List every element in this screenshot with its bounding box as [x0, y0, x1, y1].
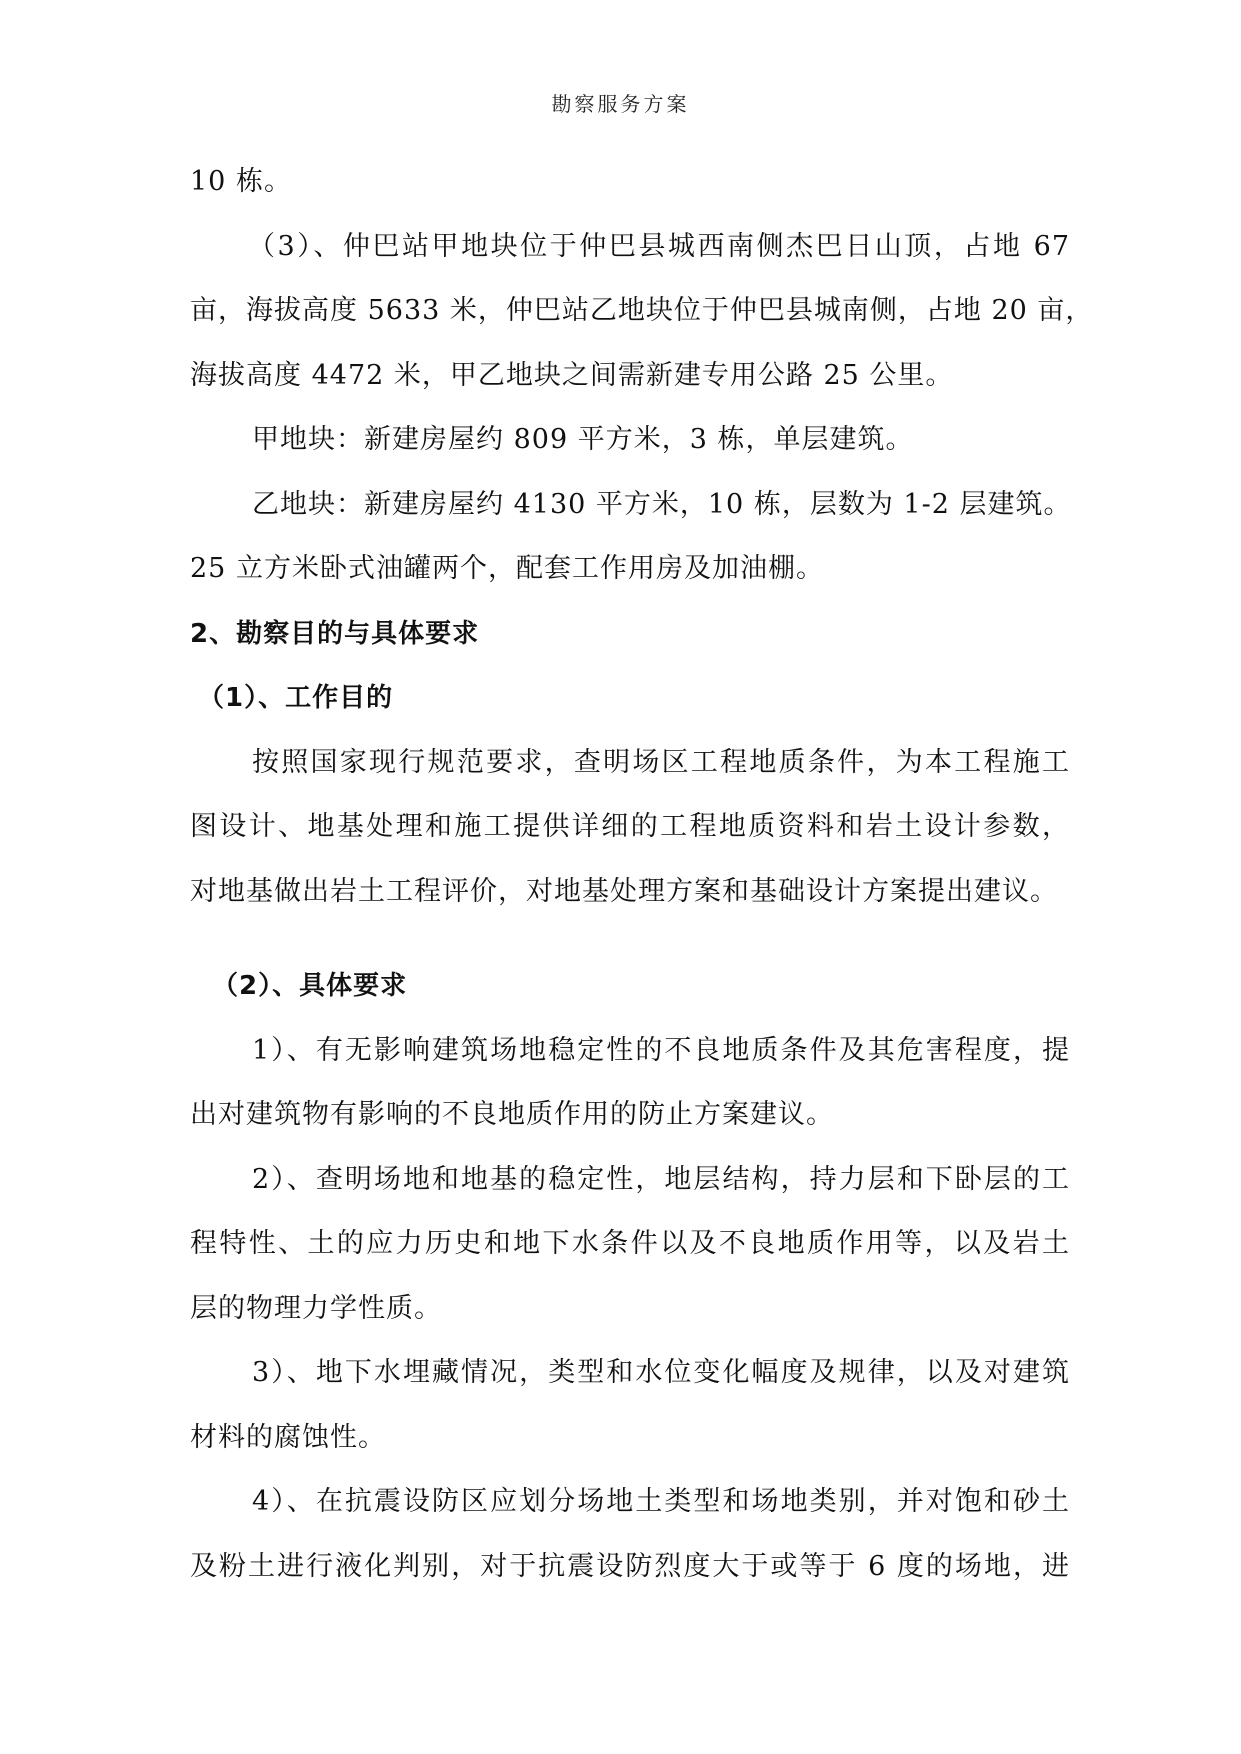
text-span: 海拔高度 4472 米，甲乙地块之间需新建专用公路 25 公里。	[190, 359, 954, 391]
text-line: 按照国家现行规范要求，查明场区工程地质条件，为本工程施工	[252, 746, 1070, 778]
text-line: 及粉土进行液化判别，对于抗震设防烈度大于或等于 6 度的场地，进	[190, 1550, 1070, 1582]
section-heading: 2、勘察目的与具体要求	[190, 618, 480, 649]
text-line: 对地基做出岩土工程评价，对地基处理方案和基础设计方案提出建议。	[190, 875, 1058, 907]
text-line: 出对建筑物有影响的不良地质作用的防止方案建议。	[190, 1099, 834, 1130]
document-body	[190, 150, 1094, 1599]
text-line: 层的物理力学性质。	[190, 1292, 442, 1324]
text-line: 乙地块：新建房屋约 4130 平方米，10 栋，层数为 1-2 层建筑。	[252, 488, 1072, 520]
paragraph-spacer	[190, 924, 1070, 954]
page-header: 勘察服务方案	[551, 92, 690, 116]
text-line: 3）、地下水埋藏情况，类型和水位变化幅度及规律，以及对建筑	[252, 1357, 1070, 1388]
text-line: 亩，海拔高度 5633 米，仲巴站乙地块位于仲巴县城南侧，占地 20 亩，	[190, 295, 1094, 326]
text-line: 25 立方米卧式油罐两个，配套工作用房及加油棚。	[190, 553, 824, 584]
text-line: 1）、有无影响建筑场地稳定性的不良地质条件及其危害程度，提	[252, 1034, 1070, 1066]
text-line	[190, 344, 1070, 409]
subsection-heading: （2）、具体要求	[212, 971, 408, 1001]
text-line: 程特性、土的应力历史和地下水条件以及不良地质作用等，以及岩土	[190, 1228, 1070, 1259]
text-line: 10 栋。	[190, 166, 292, 197]
subsection-heading: （1）、工作目的	[198, 683, 394, 713]
text-line: 材料的腐蚀性。	[190, 1421, 386, 1453]
text-line: 2）、查明场地和地基的稳定性，地层结构，持力层和下卧层的工	[252, 1163, 1070, 1195]
text-line: 甲地块：新建房屋约 809 平方米，3 栋，单层建筑。	[252, 424, 914, 455]
text-line: （3）、仲巴站甲地块位于仲巴县城西南侧杰巴日山顶，占地 67	[248, 230, 1070, 262]
text-line: 图设计、地基处理和施工提供详细的工程地质资料和岩土设计参数，	[190, 811, 1070, 842]
text-line: 4）、在抗震设防区应划分场地土类型和场地类别，并对饱和砂土	[252, 1486, 1070, 1517]
